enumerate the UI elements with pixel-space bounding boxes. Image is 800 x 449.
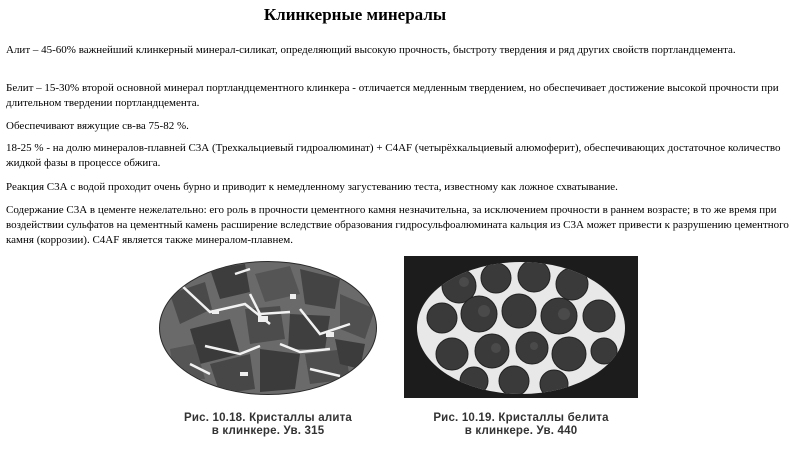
figure-alite-caption-line2: в клинкере. Ув. 315 bbox=[211, 425, 325, 437]
paragraph-alite: Алит – 45-60% важнейший клинкерный минерал-силикат, определяющий высокую прочность, быстроту твердения и ряд других свойств портландцемента. bbox=[6, 44, 736, 56]
paragraph-flux-minerals: 18-25 % - на долю минералов-плавней С3А (Трехкальциевый гидроалюминат) + С4AF (четырёхкальциевый алюмоферит), обеспечивающих достаточное количество жидкой фазы в процессе обжига. bbox=[6, 142, 781, 169]
figure-alite bbox=[150, 254, 386, 400]
paragraph-c3a-content: Содержание С3А в цементе нежелательно: его роль в прочности цементного камня незначительна, за исключением прочности в раннем возрасте; в то же время при воздействии сульфатов на цементный камень расширение вследствие образования гидросульфоалюмината кальция из С3А может привести к разрушению цементного камня (коррозии). С4AF является также минералом-плавнем. bbox=[6, 204, 789, 246]
figure-belite-caption-line1: Рис. 10.19. Кристаллы белита bbox=[433, 412, 609, 424]
figure-belite bbox=[404, 256, 638, 398]
paragraph-binding-share: Обеспечивают вяжущие св-ва 75-82 %. bbox=[6, 120, 189, 132]
figure-belite-caption bbox=[404, 412, 638, 438]
alite-micrograph-image bbox=[150, 254, 386, 400]
figure-belite-caption-line2: в клинкере. Ув. 440 bbox=[464, 425, 578, 437]
figure-alite-caption-line1: Рис. 10.18. Кристаллы алита bbox=[183, 412, 353, 424]
figure-alite-caption bbox=[150, 412, 386, 438]
belite-micrograph-image bbox=[404, 256, 638, 398]
paragraph-belite: Белит – 15-30% второй основной минерал портландцементного клинкера - отличается медленным твердением, но обеспечивает достижение высокой прочности при длительном твердении портландцемента. bbox=[6, 82, 779, 109]
page-title: Клинкерные минералы bbox=[263, 5, 447, 24]
paragraph-c3a-reaction: Реакция С3А с водой проходит очень бурно и приводит к немедленному загустеванию теста, известному как ложное схватывание. bbox=[6, 181, 618, 193]
